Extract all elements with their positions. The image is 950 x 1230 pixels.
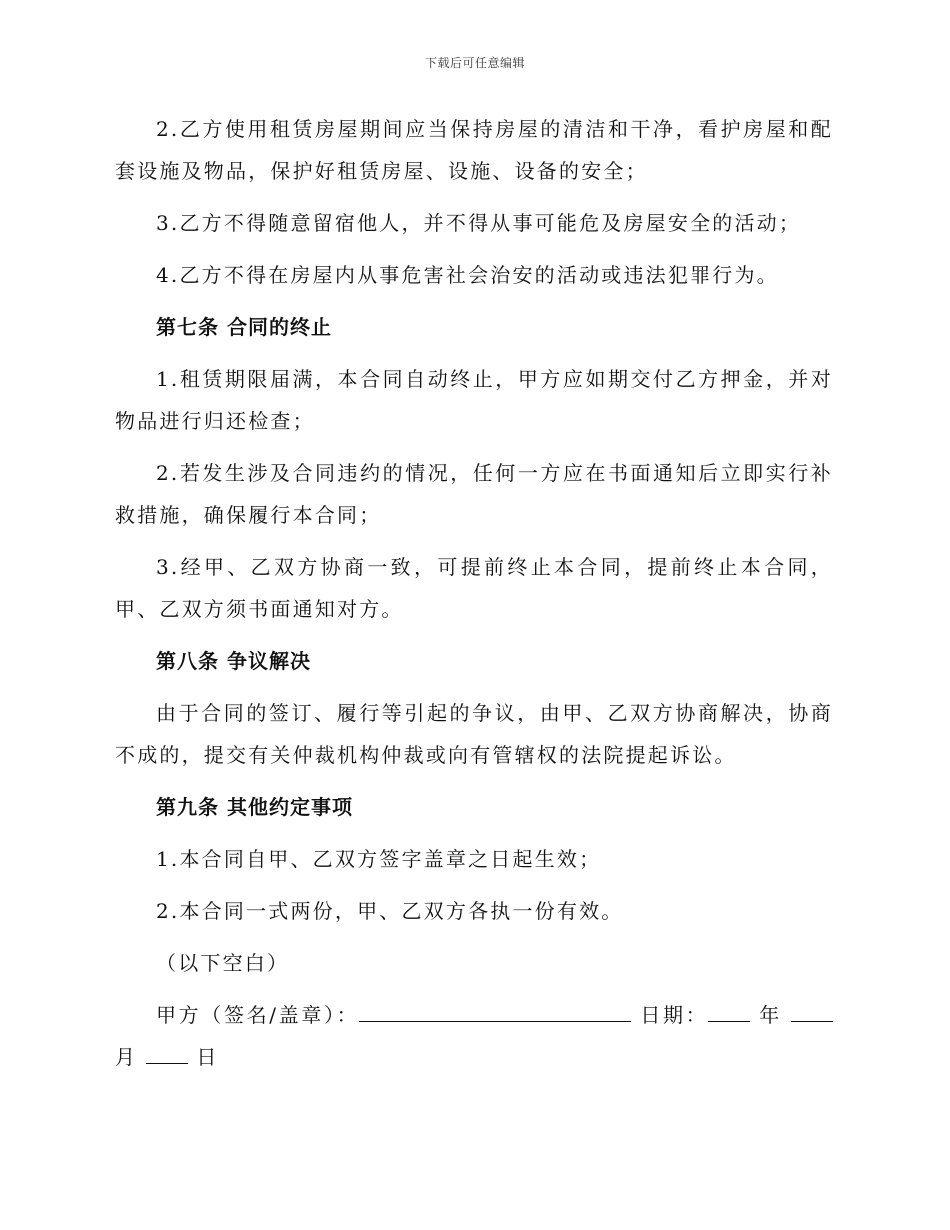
section6-item3: 3.乙方不得随意留宿他人，并不得从事可能危及房屋安全的活动； [156, 211, 802, 235]
section7-item2: 2.若发生涉及合同违约的情况，任何一方应在书面通知后立即实行补救措施，确保履行本合同； [115, 461, 833, 527]
party-a-signature-blank [359, 997, 631, 1022]
page-header: 下载后可任意编辑 [424, 56, 525, 70]
section8-title: 第八条 争议解决 [156, 649, 311, 673]
section7-title: 第七条 合同的终止 [156, 315, 332, 339]
section7-item1: 1.租赁期限届满，本合同自动终止，甲方应如期交付乙方押金，并对物品进行归还检查； [115, 367, 833, 433]
month-label: 月 [115, 1045, 138, 1069]
blank-note: （以下空白） [156, 951, 290, 975]
section8-body: 由于合同的签订、履行等引起的争议，由甲、乙双方协商解决，协商不成的，提交有关仲裁机构仲裁或向有管辖权的法院提起诉讼。 [115, 701, 833, 767]
month-blank [791, 997, 833, 1022]
section6-item4: 4.乙方不得在房屋内从事危害社会治安的活动或违法犯罪行为。 [156, 263, 779, 287]
signature-line [115, 994, 833, 1078]
day-blank [146, 1039, 188, 1064]
section9-item1: 1.本合同自甲、乙双方签字盖章之日起生效； [156, 847, 602, 871]
party-a-label: 甲方（签名/盖章）： [156, 1003, 360, 1027]
section6-item2: 2.乙方使用租赁房屋期间应当保持房屋的清洁和干净，看护房屋和配套设施及物品，保护好租赁房屋、设施、设备的安全； [115, 117, 833, 183]
section9-item2: 2.本合同一式两份，甲、乙双方各执一份有效。 [156, 899, 624, 923]
section7-item3: 3.经甲、乙双方协商一致，可提前终止本合同，提前终止本合同，甲、乙双方须书面通知对方。 [115, 555, 833, 621]
year-blank [708, 997, 750, 1022]
document-body [115, 108, 833, 1088]
year-label: 年 [759, 1003, 782, 1027]
section9-title: 第九条 其他约定事项 [156, 795, 353, 819]
date-label: 日期： [640, 1003, 709, 1027]
day-label: 日 [196, 1045, 219, 1069]
